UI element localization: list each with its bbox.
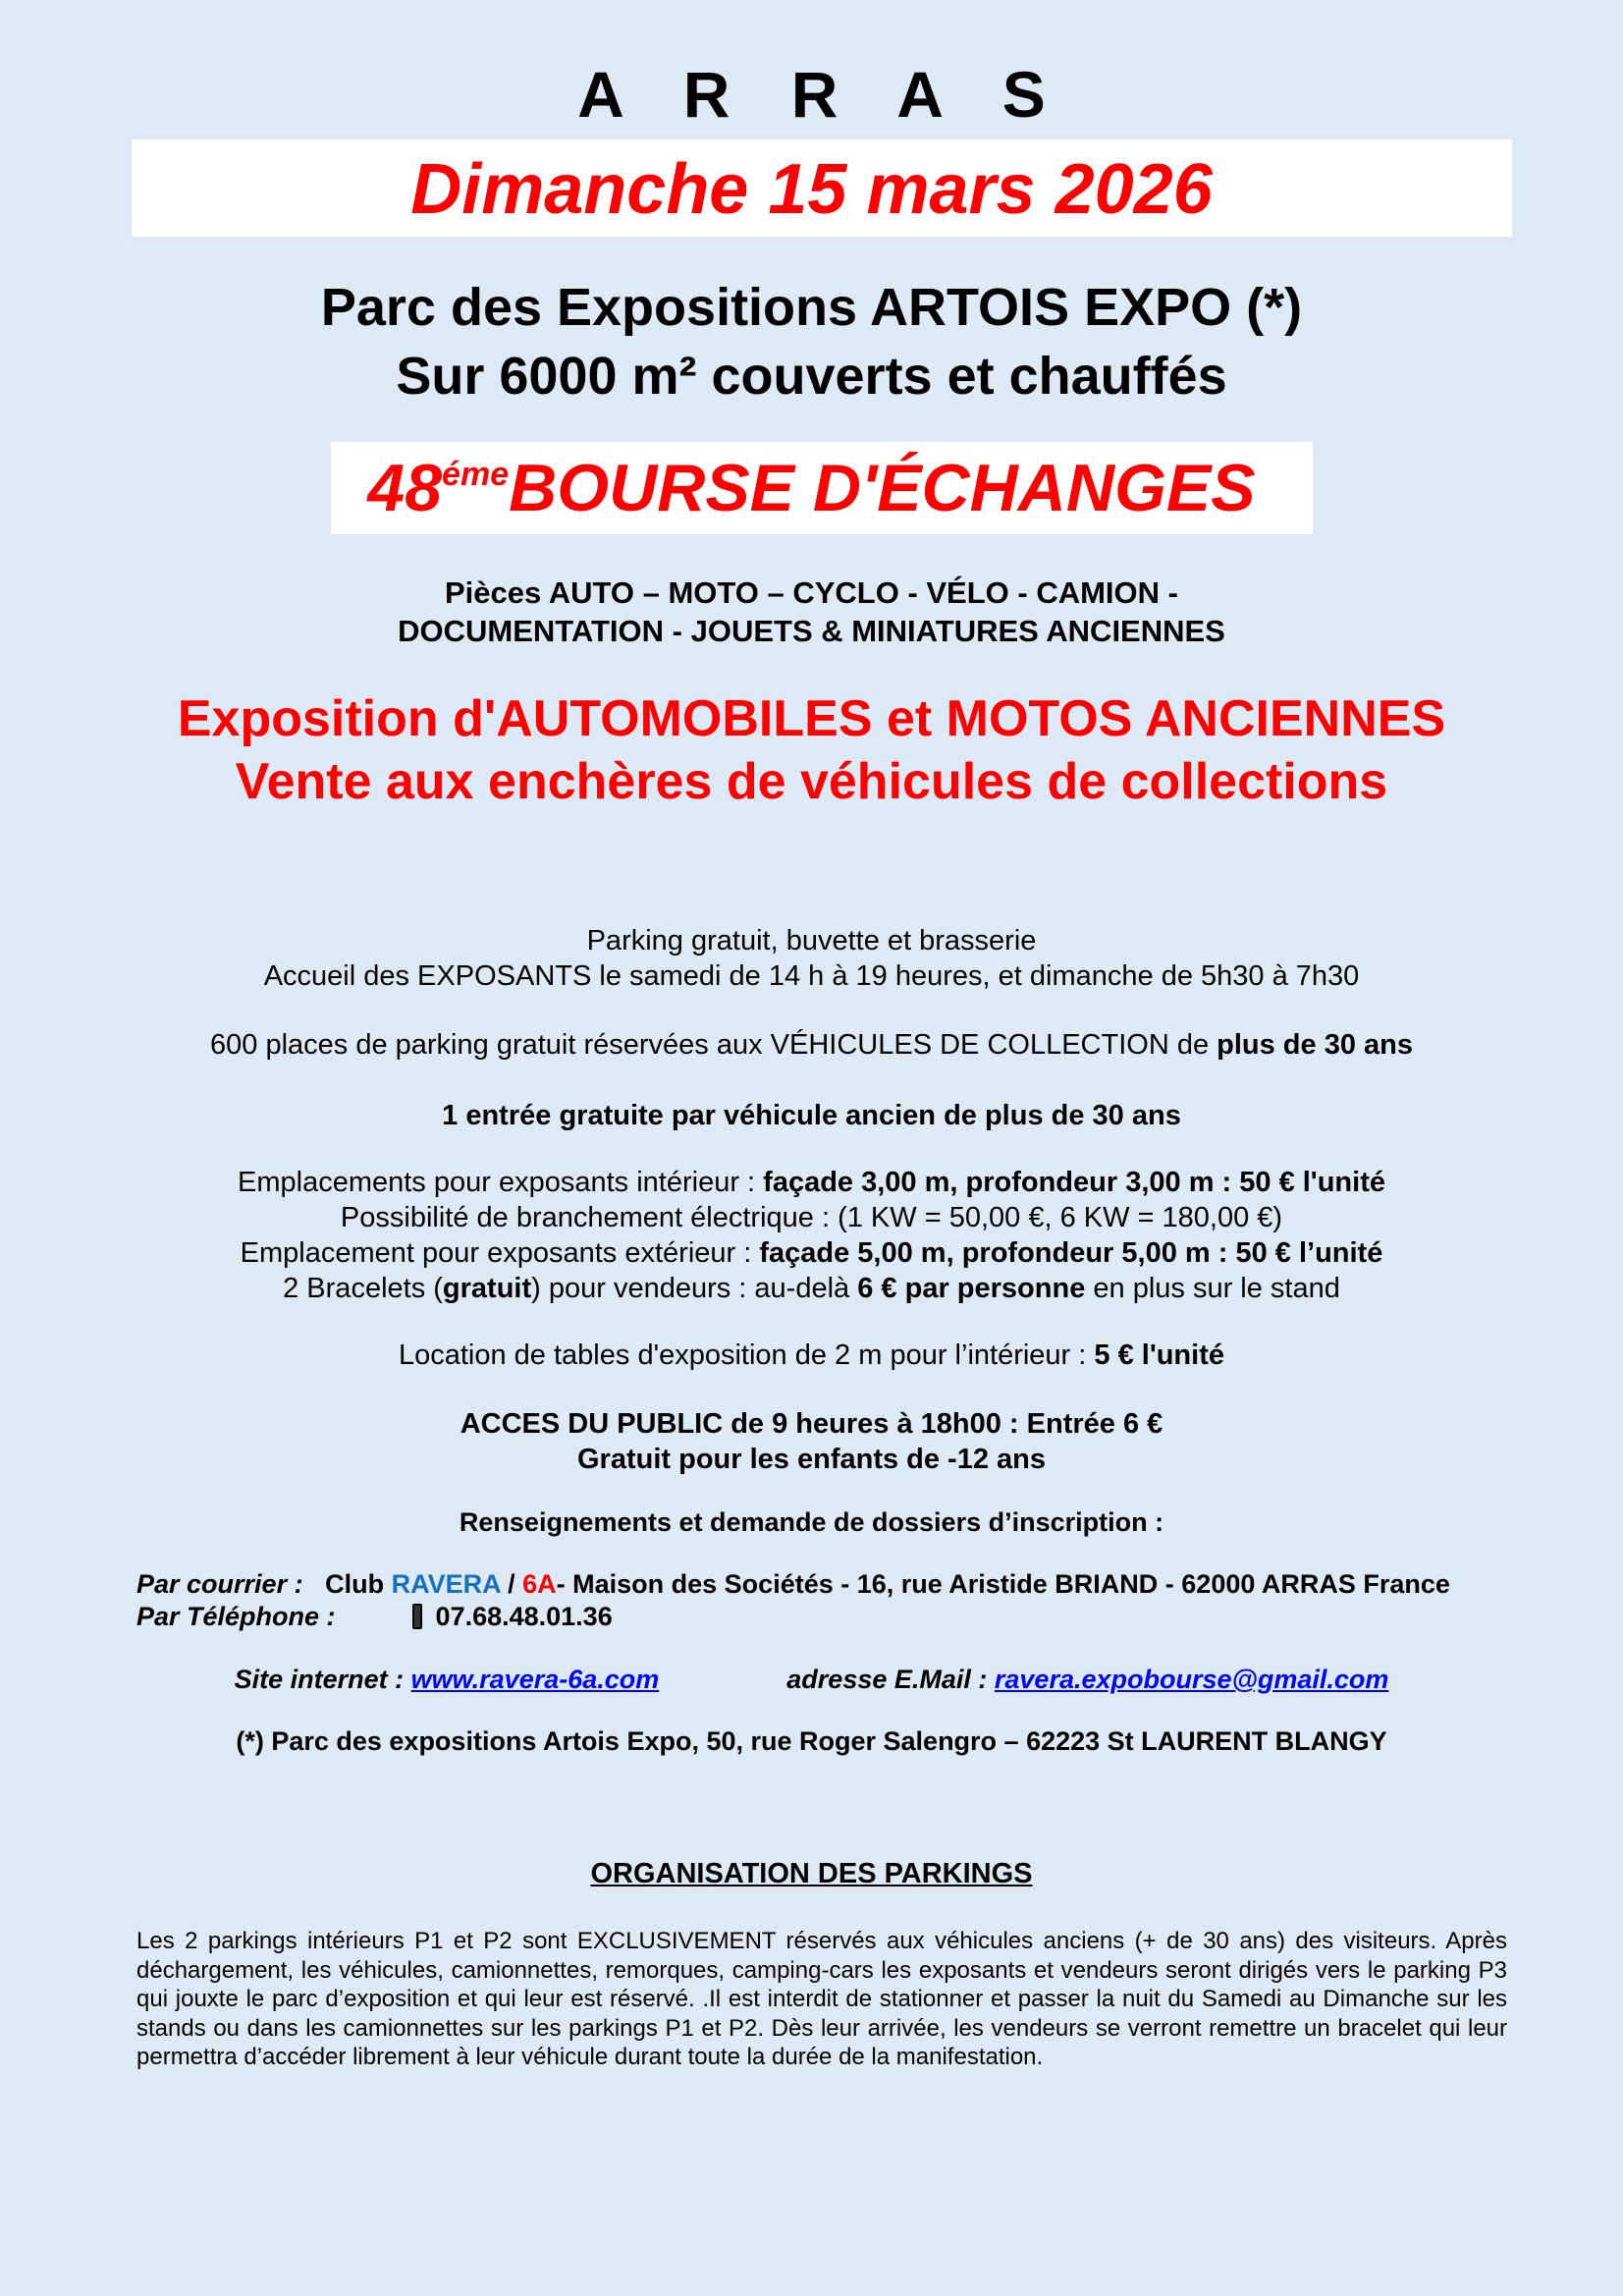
bourse-number: 48 — [367, 451, 443, 525]
parking-info — [0, 923, 1623, 994]
text: Emplacements pour exposants intérieur : — [238, 1167, 764, 1198]
emplacement-line — [0, 1165, 1623, 1200]
text-bold: 5 € l'unité — [1094, 1339, 1224, 1371]
free-entry: 1 entrée gratuite par véhicule ancien de plus de 30 ans — [442, 1100, 1181, 1131]
categories-line: Pièces AUTO – MOTO – CYCLO - VÉLO - CAMION - — [445, 575, 1178, 610]
text: / — [500, 1569, 523, 1599]
text-bold: plus de 30 ans — [1217, 1029, 1413, 1061]
bourse-ordinal: éme — [442, 456, 510, 493]
bourse-title — [0, 450, 1623, 526]
text: ) pour vendeurs : au-delà — [531, 1273, 858, 1304]
label: Par Téléphone : — [136, 1602, 336, 1631]
emplacements — [0, 1165, 1623, 1306]
text: 2 Bracelets ( — [283, 1273, 443, 1304]
label: adresse E.Mail : — [786, 1665, 995, 1694]
phone-contact — [136, 1602, 613, 1632]
ravera-name: RAVERA — [391, 1569, 501, 1599]
access-line: ACCES DU PUBLIC de 9 heures à 18h00 : Entrée 6 € — [460, 1408, 1163, 1440]
organisation-title: ORGANISATION DES PARKINGS — [590, 1858, 1033, 1889]
text: en plus sur le stand — [1085, 1273, 1340, 1304]
text-bold: façade 5,00 m, profondeur 5,00 m : 50 € l’unité — [759, 1237, 1383, 1269]
text: 600 places de parking gratuit réservées aux VÉHICULES DE COLLECTION de — [210, 1029, 1217, 1061]
text: Location de tables d'exposition de 2 m pour l’intérieur : — [398, 1339, 1095, 1371]
text-bold: gratuit — [442, 1273, 532, 1304]
address: - Maison des Sociétés - 16, rue Aristide BRIAND - 62000 ARRAS France — [556, 1569, 1450, 1599]
text: Club — [325, 1569, 392, 1599]
venue — [0, 273, 1623, 410]
table-rental — [0, 1338, 1623, 1373]
event-date: Dimanche 15 mars 2026 — [410, 150, 1213, 229]
emplacement-line — [0, 1271, 1623, 1306]
emplacement-line: Possibilité de branchement électrique : (1 KW = 50,00 €, 6 KW = 180,00 €) — [340, 1202, 1283, 1233]
parking-line: Parking gratuit, buvette et brasserie — [586, 925, 1037, 957]
postal-contact — [136, 1569, 1450, 1600]
venue-line: Parc des Expositions ARTOIS EXPO (*) — [320, 278, 1303, 337]
public-access — [0, 1406, 1623, 1477]
collection-parking — [0, 1027, 1623, 1063]
6a-name: 6A — [522, 1569, 557, 1599]
mobile-phone-icon — [412, 1604, 422, 1629]
label: Par courrier : — [136, 1569, 303, 1599]
email-link[interactable]: ravera.expobourse@gmail.com — [994, 1665, 1389, 1694]
parking-line: Accueil des EXPOSANTS le samedi de 14 h à 19 heures, et dimanche de 5h30 à 7h30 — [263, 960, 1360, 992]
exposition-line: Exposition d'AUTOMOBILES et MOTOS ANCIENNES — [177, 690, 1446, 747]
organisation-text: Les 2 parkings intérieurs P1 et P2 sont EXCLUSIVEMENT réservés aux véhicules anciens (+ de 30 ans) des visiteurs. Après déchargement, les véhicules, camionnettes, remorques, camping-cars les exposants et vendeurs seront dirigés vers le parking P3 qui jouxte le parc d’exposition et qui leur est réservé. .Il est interdit de stationner et passer la nuit du Samedi au Dimanche sur les stands ou dans les camionnettes sur les parkings P1 et P2. Dès leur arrivée, les vendeurs se verront remettre un bracelet qui leur permettra d’accéder librement à leur véhicule durant toute la durée de la manifestation. — [136, 1928, 1507, 2071]
website-link[interactable]: www.ravera-6a.com — [410, 1665, 660, 1694]
city-title: A R R A S — [577, 58, 1067, 131]
exposition-line: Vente aux enchères de véhicules de collections — [235, 753, 1388, 810]
label: Site internet : — [234, 1665, 411, 1694]
text-bold: façade 3,00 m, profondeur 3,00 m : 50 € l'unité — [763, 1167, 1385, 1198]
info-heading: Renseignements et demande de dossiers d’inscription : — [459, 1507, 1164, 1537]
categories — [0, 574, 1623, 650]
venue-footnote: (*) Parc des expositions Artois Expo, 50, rue Roger Salengro – 62223 St LAURENT BLANGY — [236, 1726, 1387, 1756]
bourse-label: BOURSE D'ÉCHANGES — [509, 451, 1256, 525]
emplacement-line — [0, 1235, 1623, 1271]
phone-number: 07.68.48.01.36 — [435, 1602, 613, 1631]
categories-line: DOCUMENTATION - JOUETS & MINIATURES ANCIENNES — [398, 614, 1225, 648]
web-contact — [0, 1665, 1623, 1695]
exposition — [0, 687, 1623, 813]
text: Emplacement pour exposants extérieur : — [240, 1237, 760, 1269]
access-line: Gratuit pour les enfants de -12 ans — [577, 1444, 1046, 1475]
venue-line: Sur 6000 m² couverts et chauffés — [396, 347, 1227, 406]
text-bold: 6 € par personne — [857, 1273, 1086, 1304]
